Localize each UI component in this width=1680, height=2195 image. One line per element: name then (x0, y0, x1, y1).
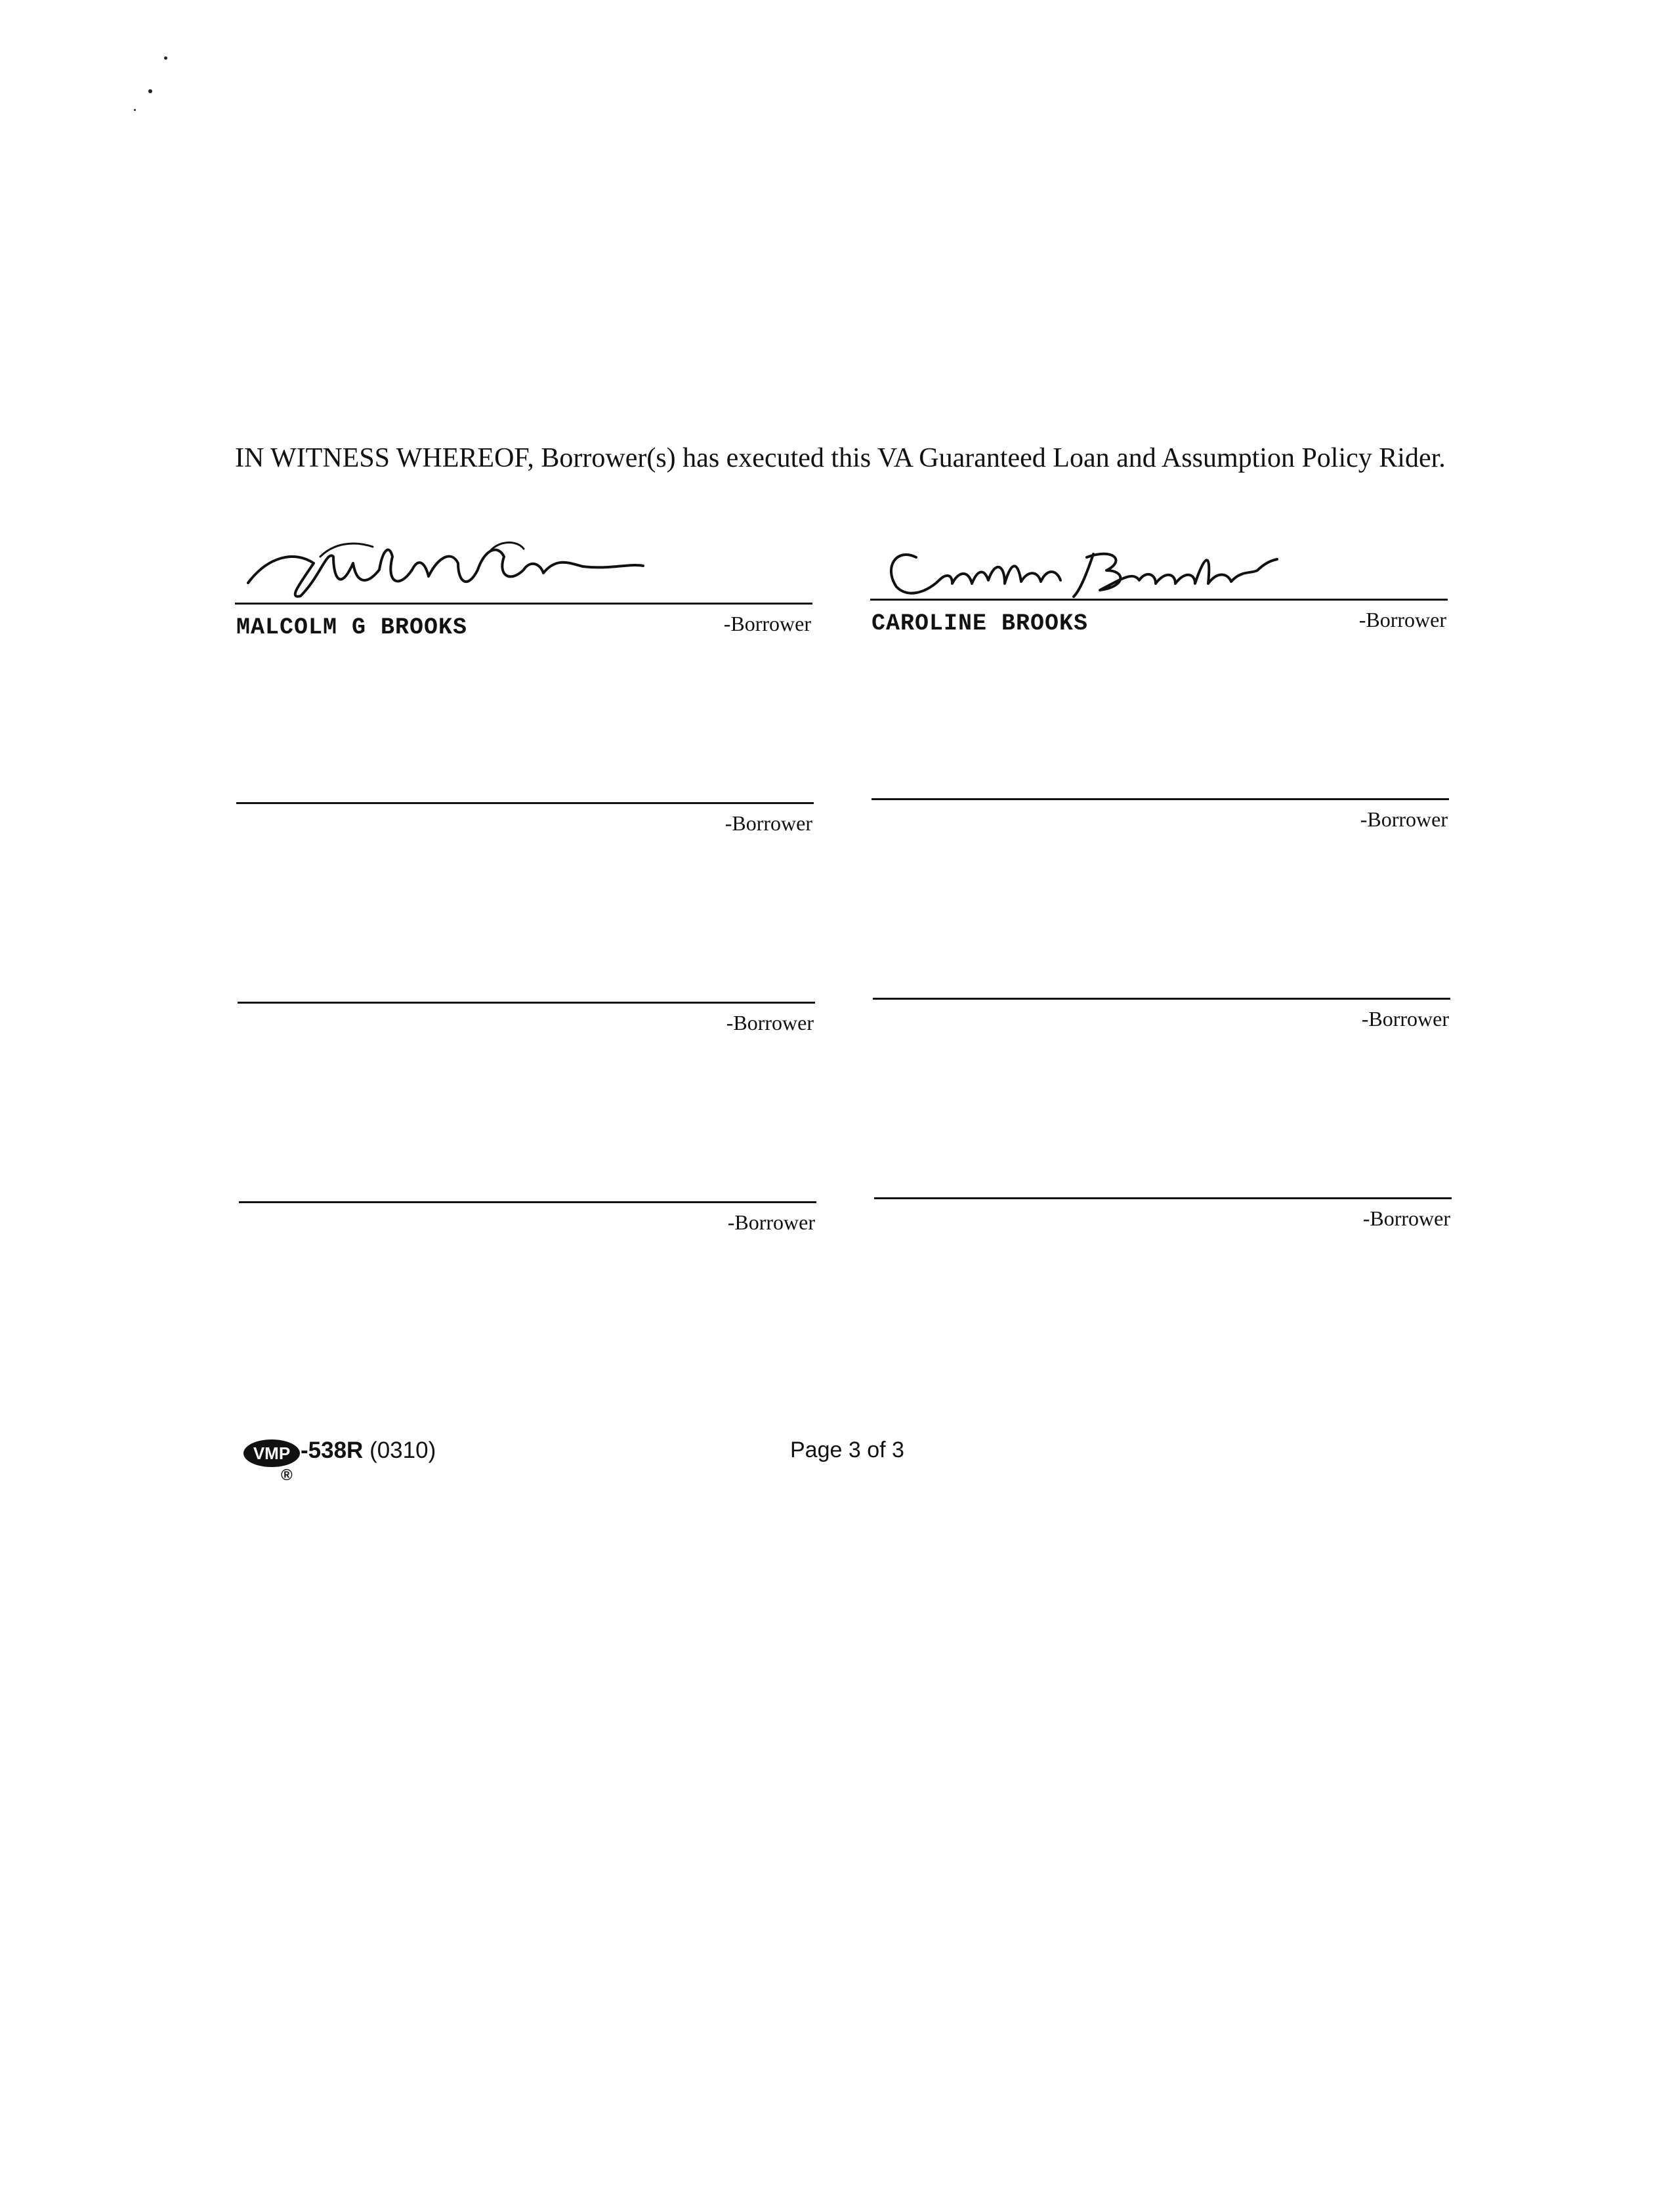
malcolm-signature (242, 537, 648, 609)
vmp-logo-text: VMP (253, 1443, 291, 1463)
scan-speck (134, 109, 136, 111)
witness-clause: IN WITNESS WHEREOF, Borrower(s) has executed this VA Guaranteed Loan and Assumption Policy Rider. (235, 443, 1446, 473)
borrower-role-label: -Borrower (1360, 807, 1448, 831)
form-version: (0310) (369, 1438, 436, 1463)
signature-line (235, 603, 812, 605)
borrower-role-label: -Borrower (1358, 608, 1446, 631)
signature-block-caroline (870, 599, 1448, 651)
borrower-role-label: -Borrower (727, 1210, 815, 1234)
form-number (301, 1438, 436, 1464)
form-identifier (243, 1435, 479, 1487)
signature-block-blank (872, 798, 1449, 851)
borrower-role-label: -Borrower (724, 811, 812, 835)
vmp-logo-icon (243, 1439, 301, 1468)
signature-line (873, 998, 1450, 1000)
signature-block-blank (239, 1201, 816, 1254)
signature-block-blank (236, 802, 814, 855)
scan-speck (164, 56, 167, 60)
signature-block-blank (238, 1002, 815, 1054)
signature-line (872, 798, 1449, 800)
signature-line (239, 1201, 816, 1203)
page-number: Page 3 of 3 (790, 1438, 904, 1462)
signature-block-blank (873, 998, 1450, 1050)
signature-line (238, 1002, 815, 1004)
borrower-role-label: -Borrower (1361, 1007, 1449, 1031)
borrower-role-label: -Borrower (726, 1011, 814, 1034)
caroline-signature (877, 534, 1284, 607)
borrower-name: CAROLINE BROOKS (872, 610, 1089, 637)
borrower-name: MALCOLM G BROOKS (236, 614, 468, 641)
registered-mark-icon: ® (281, 1466, 293, 1484)
form-code: -538R (301, 1438, 364, 1463)
borrower-role-label: -Borrower (723, 612, 811, 635)
borrower-role-label: -Borrower (1362, 1206, 1450, 1230)
signature-line (236, 802, 814, 804)
scan-speck (148, 89, 152, 93)
signature-block-malcolm (235, 603, 812, 655)
signature-block-blank (874, 1197, 1452, 1250)
signature-line (870, 599, 1448, 601)
signature-line (874, 1197, 1452, 1199)
